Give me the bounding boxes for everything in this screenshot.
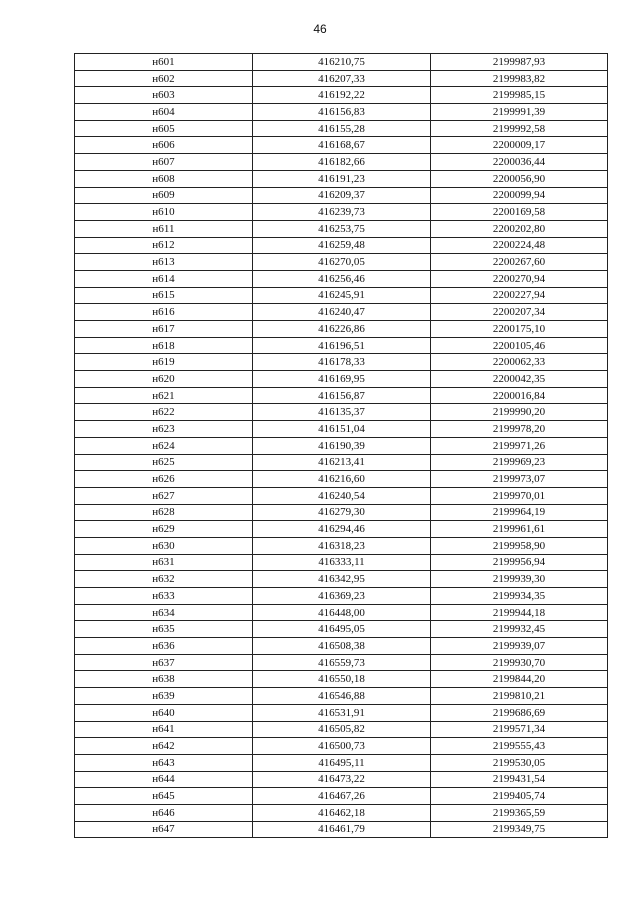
y-coordinate-cell: 2199970,01 (431, 487, 608, 504)
x-coordinate-cell: 416508,38 (253, 638, 431, 655)
y-coordinate-cell: 2199978,20 (431, 421, 608, 438)
x-coordinate-cell: 416239,73 (253, 204, 431, 221)
y-coordinate-cell: 2199349,75 (431, 821, 608, 838)
x-coordinate-cell: 416240,47 (253, 304, 431, 321)
point-id-cell: н630 (75, 537, 253, 554)
table-row (75, 220, 608, 237)
point-id-cell: н618 (75, 337, 253, 354)
x-coordinate-cell: 416550,18 (253, 671, 431, 688)
table-row (75, 237, 608, 254)
table-row (75, 437, 608, 454)
point-id-cell: н631 (75, 554, 253, 571)
y-coordinate-cell: 2199571,34 (431, 721, 608, 738)
y-coordinate-cell: 2200202,80 (431, 220, 608, 237)
y-coordinate-cell: 2200267,60 (431, 254, 608, 271)
point-id-cell: н622 (75, 404, 253, 421)
point-id-cell: н605 (75, 120, 253, 137)
x-coordinate-cell: 416495,05 (253, 621, 431, 638)
x-coordinate-cell: 416168,67 (253, 137, 431, 154)
y-coordinate-cell: 2200105,46 (431, 337, 608, 354)
x-coordinate-cell: 416259,48 (253, 237, 431, 254)
y-coordinate-cell: 2200016,84 (431, 387, 608, 404)
x-coordinate-cell: 416210,75 (253, 54, 431, 71)
table-row (75, 654, 608, 671)
x-coordinate-cell: 416190,39 (253, 437, 431, 454)
table-row (75, 721, 608, 738)
x-coordinate-cell: 416151,04 (253, 421, 431, 438)
x-coordinate-cell: 416342,95 (253, 571, 431, 588)
table-row (75, 454, 608, 471)
table-row (75, 671, 608, 688)
x-coordinate-cell: 416461,79 (253, 821, 431, 838)
point-id-cell: н647 (75, 821, 253, 838)
table-row (75, 804, 608, 821)
x-coordinate-cell: 416448,00 (253, 604, 431, 621)
table-row (75, 704, 608, 721)
point-id-cell: н610 (75, 204, 253, 221)
table-row (75, 187, 608, 204)
point-id-cell: н635 (75, 621, 253, 638)
table-row (75, 270, 608, 287)
y-coordinate-cell: 2199987,93 (431, 54, 608, 71)
y-coordinate-cell: 2199810,21 (431, 688, 608, 705)
point-id-cell: н643 (75, 754, 253, 771)
point-id-cell: н633 (75, 588, 253, 605)
table-row (75, 87, 608, 104)
point-id-cell: н611 (75, 220, 253, 237)
point-id-cell: н638 (75, 671, 253, 688)
table-row (75, 621, 608, 638)
y-coordinate-cell: 2199964,19 (431, 504, 608, 521)
table-row (75, 54, 608, 71)
y-coordinate-cell: 2200042,35 (431, 371, 608, 388)
table-row (75, 321, 608, 338)
table-row (75, 254, 608, 271)
point-id-cell: н629 (75, 521, 253, 538)
table-row (75, 571, 608, 588)
y-coordinate-cell: 2200062,33 (431, 354, 608, 371)
x-coordinate-cell: 416216,60 (253, 471, 431, 488)
point-id-cell: н641 (75, 721, 253, 738)
x-coordinate-cell: 416318,23 (253, 537, 431, 554)
table-row (75, 554, 608, 571)
point-id-cell: н608 (75, 170, 253, 187)
point-id-cell: н602 (75, 70, 253, 87)
x-coordinate-cell: 416156,87 (253, 387, 431, 404)
y-coordinate-cell: 2200270,94 (431, 270, 608, 287)
y-coordinate-cell: 2199939,07 (431, 638, 608, 655)
point-id-cell: н625 (75, 454, 253, 471)
table-row (75, 170, 608, 187)
x-coordinate-cell: 416270,05 (253, 254, 431, 271)
x-coordinate-cell: 416155,28 (253, 120, 431, 137)
table-row (75, 137, 608, 154)
y-coordinate-cell: 2199961,61 (431, 521, 608, 538)
y-coordinate-cell: 2199930,70 (431, 654, 608, 671)
x-coordinate-cell: 416467,26 (253, 788, 431, 805)
table-row (75, 688, 608, 705)
point-id-cell: н627 (75, 487, 253, 504)
point-id-cell: н636 (75, 638, 253, 655)
x-coordinate-cell: 416156,83 (253, 104, 431, 121)
point-id-cell: н640 (75, 704, 253, 721)
table-row (75, 421, 608, 438)
y-coordinate-cell: 2200224,48 (431, 237, 608, 254)
table-row (75, 387, 608, 404)
y-coordinate-cell: 2199985,15 (431, 87, 608, 104)
x-coordinate-cell: 416192,22 (253, 87, 431, 104)
point-id-cell: н644 (75, 771, 253, 788)
y-coordinate-cell: 2199958,90 (431, 537, 608, 554)
table-row (75, 70, 608, 87)
x-coordinate-cell: 416462,18 (253, 804, 431, 821)
x-coordinate-cell: 416369,23 (253, 588, 431, 605)
point-id-cell: н615 (75, 287, 253, 304)
table-row (75, 788, 608, 805)
x-coordinate-cell: 416135,37 (253, 404, 431, 421)
y-coordinate-cell: 2200207,34 (431, 304, 608, 321)
coordinates-table (74, 53, 608, 838)
table-row (75, 604, 608, 621)
point-id-cell: н606 (75, 137, 253, 154)
x-coordinate-cell: 416294,46 (253, 521, 431, 538)
point-id-cell: н637 (75, 654, 253, 671)
point-id-cell: н646 (75, 804, 253, 821)
point-id-cell: н609 (75, 187, 253, 204)
table-row (75, 154, 608, 171)
table-row (75, 821, 608, 838)
x-coordinate-cell: 416196,51 (253, 337, 431, 354)
x-coordinate-cell: 416191,23 (253, 170, 431, 187)
point-id-cell: н621 (75, 387, 253, 404)
x-coordinate-cell: 416213,41 (253, 454, 431, 471)
y-coordinate-cell: 2200036,44 (431, 154, 608, 171)
table-row (75, 104, 608, 121)
x-coordinate-cell: 416473,22 (253, 771, 431, 788)
x-coordinate-cell: 416253,75 (253, 220, 431, 237)
point-id-cell: н634 (75, 604, 253, 621)
x-coordinate-cell: 416256,46 (253, 270, 431, 287)
y-coordinate-cell: 2199686,69 (431, 704, 608, 721)
y-coordinate-cell: 2199944,18 (431, 604, 608, 621)
x-coordinate-cell: 416500,73 (253, 738, 431, 755)
table-row (75, 771, 608, 788)
y-coordinate-cell: 2199990,20 (431, 404, 608, 421)
x-coordinate-cell: 416505,82 (253, 721, 431, 738)
point-id-cell: н623 (75, 421, 253, 438)
y-coordinate-cell: 2199405,74 (431, 788, 608, 805)
y-coordinate-cell: 2200099,94 (431, 187, 608, 204)
x-coordinate-cell: 416245,91 (253, 287, 431, 304)
table-row (75, 354, 608, 371)
y-coordinate-cell: 2200175,10 (431, 321, 608, 338)
y-coordinate-cell: 2199956,94 (431, 554, 608, 571)
y-coordinate-cell: 2199983,82 (431, 70, 608, 87)
point-id-cell: н617 (75, 321, 253, 338)
point-id-cell: н624 (75, 437, 253, 454)
coordinates-table-body (75, 54, 608, 838)
x-coordinate-cell: 416279,30 (253, 504, 431, 521)
table-row (75, 371, 608, 388)
y-coordinate-cell: 2199365,59 (431, 804, 608, 821)
y-coordinate-cell: 2200009,17 (431, 137, 608, 154)
x-coordinate-cell: 416182,66 (253, 154, 431, 171)
table-row (75, 504, 608, 521)
y-coordinate-cell: 2200056,90 (431, 170, 608, 187)
y-coordinate-cell: 2199555,43 (431, 738, 608, 755)
point-id-cell: н613 (75, 254, 253, 271)
table-row (75, 204, 608, 221)
point-id-cell: н620 (75, 371, 253, 388)
point-id-cell: н601 (75, 54, 253, 71)
y-coordinate-cell: 2200169,58 (431, 204, 608, 221)
table-row (75, 471, 608, 488)
point-id-cell: н607 (75, 154, 253, 171)
y-coordinate-cell: 2199844,20 (431, 671, 608, 688)
point-id-cell: н612 (75, 237, 253, 254)
x-coordinate-cell: 416240,54 (253, 487, 431, 504)
y-coordinate-cell: 2200227,94 (431, 287, 608, 304)
table-row (75, 487, 608, 504)
x-coordinate-cell: 416226,86 (253, 321, 431, 338)
table-row (75, 588, 608, 605)
point-id-cell: н603 (75, 87, 253, 104)
table-row (75, 337, 608, 354)
point-id-cell: н604 (75, 104, 253, 121)
table-row (75, 304, 608, 321)
table-row (75, 120, 608, 137)
point-id-cell: н628 (75, 504, 253, 521)
table-row (75, 738, 608, 755)
table-row (75, 404, 608, 421)
y-coordinate-cell: 2199530,05 (431, 754, 608, 771)
y-coordinate-cell: 2199934,35 (431, 588, 608, 605)
y-coordinate-cell: 2199939,30 (431, 571, 608, 588)
table-row (75, 537, 608, 554)
x-coordinate-cell: 416531,91 (253, 704, 431, 721)
point-id-cell: н632 (75, 571, 253, 588)
x-coordinate-cell: 416495,11 (253, 754, 431, 771)
point-id-cell: н645 (75, 788, 253, 805)
x-coordinate-cell: 416546,88 (253, 688, 431, 705)
table-row (75, 754, 608, 771)
y-coordinate-cell: 2199431,54 (431, 771, 608, 788)
point-id-cell: н614 (75, 270, 253, 287)
x-coordinate-cell: 416559,73 (253, 654, 431, 671)
x-coordinate-cell: 416178,33 (253, 354, 431, 371)
point-id-cell: н626 (75, 471, 253, 488)
x-coordinate-cell: 416209,37 (253, 187, 431, 204)
table-row (75, 287, 608, 304)
y-coordinate-cell: 2199973,07 (431, 471, 608, 488)
y-coordinate-cell: 2199992,58 (431, 120, 608, 137)
x-coordinate-cell: 416169,95 (253, 371, 431, 388)
table-row (75, 638, 608, 655)
x-coordinate-cell: 416207,33 (253, 70, 431, 87)
point-id-cell: н619 (75, 354, 253, 371)
point-id-cell: н639 (75, 688, 253, 705)
table-row (75, 521, 608, 538)
y-coordinate-cell: 2199971,26 (431, 437, 608, 454)
page-number: 46 (313, 22, 327, 36)
y-coordinate-cell: 2199932,45 (431, 621, 608, 638)
point-id-cell: н642 (75, 738, 253, 755)
y-coordinate-cell: 2199991,39 (431, 104, 608, 121)
y-coordinate-cell: 2199969,23 (431, 454, 608, 471)
x-coordinate-cell: 416333,11 (253, 554, 431, 571)
point-id-cell: н616 (75, 304, 253, 321)
